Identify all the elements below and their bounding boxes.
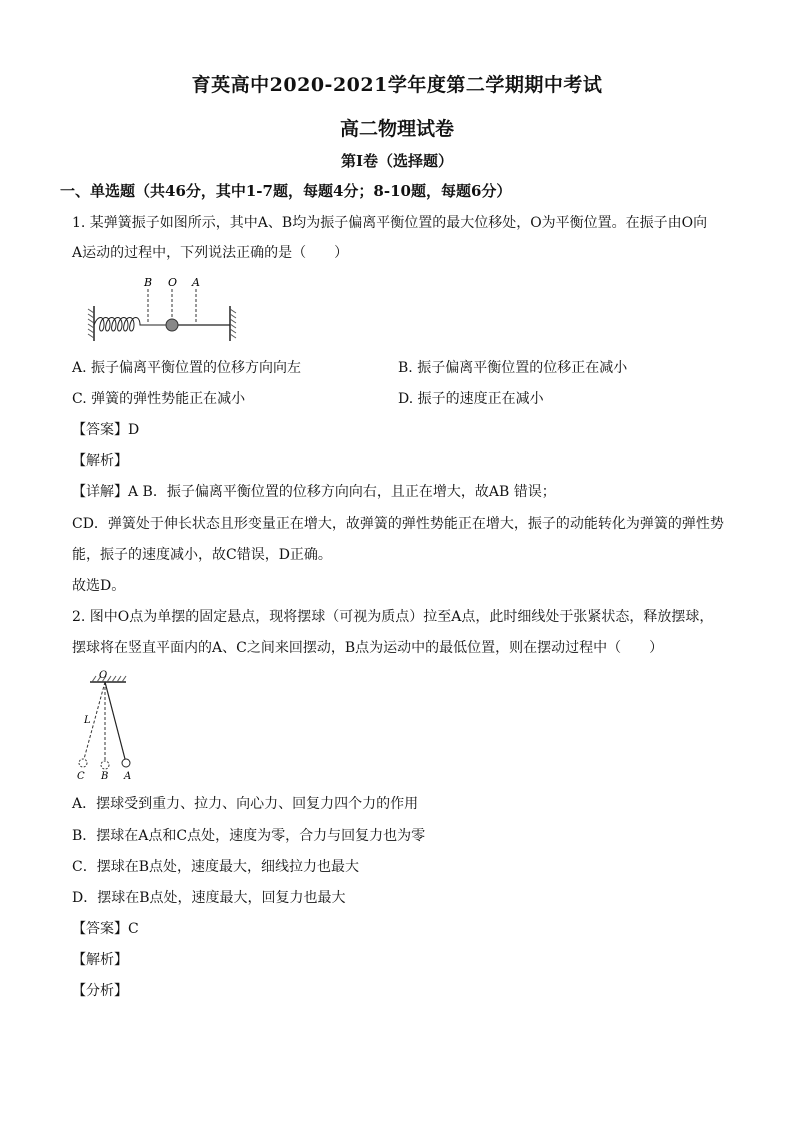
label-b: B xyxy=(101,771,109,782)
q2-option-c[interactable]: C．摆球在B点处，速度最大，细线拉力也最大 xyxy=(72,859,359,875)
q1-answer: 【答案】D xyxy=(72,422,140,438)
q1-detail-line1: 【详解】A B．振子偏离平衡位置的位移方向向右，且正在增大，故AB 错误； xyxy=(72,484,556,500)
section-heading: 一、单选题（共46分，其中1-7题，每题4分；8-10题，每题6分） xyxy=(60,182,512,200)
q1-stem-line2: A运动的过程中，下列说法正确的是（ ） xyxy=(72,245,349,261)
spring-oscillator-figure xyxy=(86,273,246,345)
q2-stem-line2: 摆球将在竖直平面内的A、C之间来回摆动，B点为运动中的最低位置，则在摆动过程中（ ） xyxy=(72,640,664,656)
q1-option-d[interactable]: D. 振子的速度正在减小 xyxy=(398,391,544,407)
q1-conclusion: 故选D。 xyxy=(72,578,126,594)
exam-title: 育英高中2020-2021学年度第二学期期中考试 xyxy=(191,74,603,96)
label-a: A xyxy=(124,771,132,782)
q1-option-c[interactable]: C. 弹簧的弹性势能正在减小 xyxy=(72,391,246,407)
q1-detail-line3: 能，振子的速度减小，故C错误，D正确。 xyxy=(72,547,332,563)
q2-option-d[interactable]: D．摆球在B点处，速度最大，回复力也最大 xyxy=(72,890,346,906)
q1-detail-line2: CD．弹簧处于伸长状态且形变量正在增大，故弹簧的弹性势能正在增大，振子的动能转化为弹簧的弹性势 xyxy=(72,516,724,532)
exam-subtitle: 高二物理试卷 xyxy=(339,118,454,140)
volume-heading: 第Ⅰ卷（选择题） xyxy=(340,152,454,170)
label-c: C xyxy=(77,771,85,782)
pendulum-figure xyxy=(70,668,150,784)
q2-option-a[interactable]: A．摆球受到重力、拉力、向心力、回复力四个力的作用 xyxy=(72,796,419,812)
label-b: B xyxy=(144,276,153,289)
q2-option-b[interactable]: B．摆球在A点和C点处，速度为零，合力与回复力也为零 xyxy=(72,828,426,844)
q1-stem-line1: 1. 某弹簧振子如图所示，其中A、B均为振子偏离平衡位置的最大位移处，O为平衡位置。在振子由O向 xyxy=(72,215,708,231)
q2-analysis2-label: 【分析】 xyxy=(72,983,128,999)
q2-analysis-label: 【解析】 xyxy=(72,952,128,968)
label-a: A xyxy=(192,276,200,289)
q1-analysis-label: 【解析】 xyxy=(72,453,128,469)
q2-stem-line1: 2. 图中O点为单摆的固定悬点，现将摆球（可视为质点）拉至A点，此时细线处于张紧状态，释放摆球， xyxy=(72,609,714,625)
label-l: L xyxy=(84,715,91,726)
label-o: O xyxy=(168,276,178,289)
label-o: O xyxy=(99,670,108,681)
q2-answer: 【答案】C xyxy=(72,921,139,937)
q1-option-b[interactable]: B. 振子偏离平衡位置的位移正在减小 xyxy=(398,360,628,376)
q1-option-a[interactable]: A. 振子偏离平衡位置的位移方向向左 xyxy=(72,360,302,376)
